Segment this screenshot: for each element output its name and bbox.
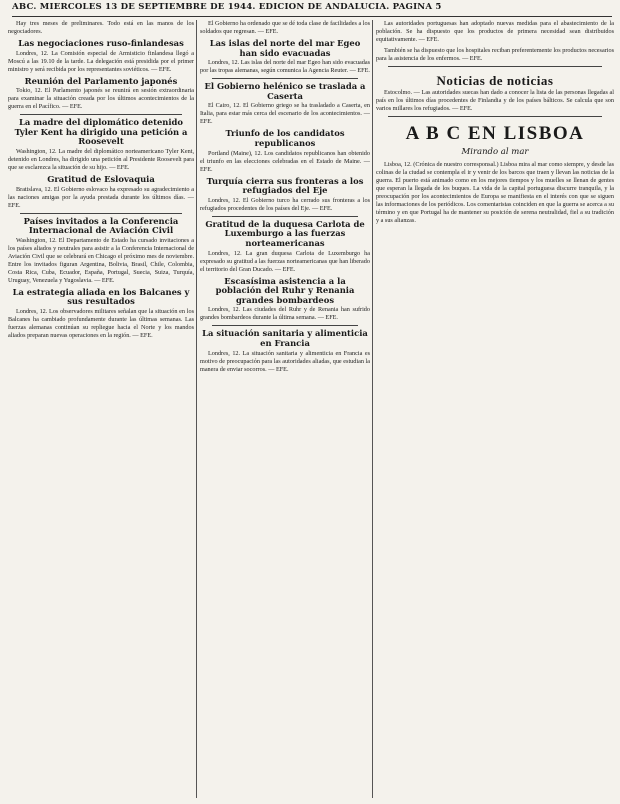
article xyxy=(200,82,370,126)
article-headline: La estrategia aliada en los Balcanes y sus resultados xyxy=(12,286,190,307)
article xyxy=(200,277,370,323)
article xyxy=(376,20,614,44)
article-body: Londres, 12. El Gobierno turco ha cerrado sus fronteras a los refugiados procedentes de los países del Eje. — EFE. xyxy=(200,196,370,212)
article-headline: Las islas del norte del mar Egeo han sido evacuadas xyxy=(209,38,361,58)
article-headline: Gratitud de la duquesa Carlota de Luxemburgo a las fuerzas norteamericanas xyxy=(205,218,365,248)
article-body: Estocolmo. — Las autoridades suecas han dado a conocer la lista de las personas llegadas al país en los últimos días procedentes de Finlandia y de los países bálticos. Se calcula que son varios millares los refugiados. — EFE. xyxy=(376,89,614,112)
divider xyxy=(20,114,182,115)
article-headline: Escasísima asistencia a la población del Ruhr y Renania grandes bombardeos xyxy=(215,275,355,305)
page-header: ABC. MIERCOLES 13 DE SEPTIEMBRE DE 1944. EDICION DE ANDALUCIA. PAGINA 5 xyxy=(12,2,612,17)
article-headline: Gratitud de Eslovaquia xyxy=(47,173,155,184)
article-body: Lisboa, 12. (Crónica de nuestro corresponsal.) Lisboa mira al mar como siempre, y desde las colinas de la ciudad se contempla el ir y venir de los barcos que traen y llevan las noticias de la guerra. El puerto está animado como en los mejores tiempos y los muelles se llenan de gentes que esperan la llegada de los buques. La vida de la capital portuguesa discurre tranquila, y la preocupación por los acontecimientos de Europa se manifiesta en el interés con que se siguen las informaciones de los periódicos. Los comentaristas coinciden en que la guerra se acerca a su término y en que Portugal ha de mantener su posición de serena neutralidad, fiel a su tradición y a sus alianzas. xyxy=(376,161,614,224)
article-body: Londres, 12. La gran duquesa Carlota de Luxemburgo ha expresado su gratitud a las fuerzas norteamericanas que han liberado el territorio del Gran Ducado. — EFE. xyxy=(200,249,370,273)
article-body: Las autoridades portuguesas han adoptado nuevas medidas para el abastecimiento de la población. Se ha dispuesto que los productos de primera necesidad sean distribuidos equitativamente. — EFE. xyxy=(376,20,614,43)
article xyxy=(200,129,370,173)
divider xyxy=(388,66,602,67)
abc-lisboa-kicker: Mirando al mar xyxy=(461,147,529,157)
article xyxy=(200,329,370,373)
article-body: Hay tres meses de preliminares. Todo está en las manos de los negociadores. xyxy=(8,20,194,35)
article-headline: Países invitados a la Conferencia Internacional de Aviación Civil xyxy=(23,215,179,236)
article-body: Tokio, 12. El Parlamento japonés se reunirá en sesión extraordinaria para examinar la situación creada por los últimos acontecimientos de la guerra en el Pacífico. — EFE. xyxy=(8,87,194,111)
divider xyxy=(212,216,358,217)
column-1 xyxy=(8,20,194,798)
article-body: Washington, 12. La madre del diplomático norteamericano Tyler Kent, detenido en Londres, ha dirigido una petición al Presidente Roosevelt para que se esclarezca la situación de su hijo. — EFE. xyxy=(8,147,194,171)
noticias-section xyxy=(376,73,614,113)
divider xyxy=(212,325,358,326)
article-body: También se ha dispuesto que los hospitales reciban preferentemente los productos necesarios para la asistencia de los enfermos. — EFE. xyxy=(376,47,614,62)
article xyxy=(8,217,194,285)
article xyxy=(8,39,194,74)
column-3 xyxy=(376,20,614,798)
article-headline: Reunión del Parlamento japonés xyxy=(24,75,178,86)
article-body: Londres, 12. La situación sanitaria y alimenticia en Francia es motivo de preocupación para las autoridades aliadas, que estudian la manera de enviar socorros. — EFE. xyxy=(200,349,370,373)
abc-lisboa-section xyxy=(376,123,614,225)
article-headline: Triunfo de los candidatos republicanos xyxy=(225,128,345,148)
divider xyxy=(212,78,358,79)
column-2 xyxy=(200,20,370,798)
article xyxy=(8,175,194,210)
article xyxy=(8,20,194,36)
article-headline: Turquía cierra sus fronteras a los refugiados del Eje xyxy=(206,175,364,196)
article-body: Londres, 12. Las islas del norte del mar Egeo han sido evacuadas por las tropas alemanas, según comunica la Agencia Reuter. — EFE. xyxy=(200,59,370,75)
article-headline: Las negociaciones ruso-finlandesas xyxy=(18,38,184,48)
noticias-title: Noticias de noticias xyxy=(436,73,554,88)
article xyxy=(8,118,194,172)
article-body: Portland (Maine), 12. Los candidatos republicanos han obtenido el triunfo en las elecciones celebradas en el Estado de Maine. — EFE. xyxy=(200,149,370,173)
column-rule xyxy=(196,20,197,798)
article xyxy=(8,288,194,340)
article-body: El Cairo, 12. El Gobierno griego se ha trasladado a Caserta, en Italia, para estar más cerca del escenario de los acontecimientos. — EFE. xyxy=(200,102,370,126)
article-headline: El Gobierno helénico se traslada a Caserta xyxy=(204,81,366,101)
divider xyxy=(20,213,182,214)
article xyxy=(8,77,194,112)
article-body: Londres, 12. Las ciudades del Ruhr y de Renania han sufrido grandes bombardeos durante la última semana. — EFE. xyxy=(200,306,370,322)
article-body: Londres, 12. La Comisión especial de Armisticio finlandesa llegó a Moscú a las 19.10 de la tarde. La delegación está presidida por el primer ministro y será recibida por los representantes soviéticos. — EFE. xyxy=(8,49,194,73)
divider xyxy=(388,116,602,117)
article-body: El Gobierno ha ordenado que se dé toda clase de facilidades a los soldados que regresan. — EFE. xyxy=(200,20,370,35)
article-headline: La situación sanitaria y alimenticia en Francia xyxy=(202,328,368,348)
article-headline: La madre del diplomático detenido Tyler Kent ha dirigido una petición a Roosevelt xyxy=(14,117,188,147)
article xyxy=(200,220,370,274)
article xyxy=(200,20,370,36)
column-rule xyxy=(372,20,373,798)
article xyxy=(200,39,370,75)
article-body: Londres, 12. Los observadores militares señalan que la situación en los Balcanes ha cambiado profundamente durante las últimas semanas. Las fuerzas alemanas continúan su repliegue hacia el Norte y los mandos aliados preparan nuevas operaciones en la región. — EFE. xyxy=(8,307,194,339)
article xyxy=(200,177,370,213)
abc-lisboa-title: A B C EN LISBOA xyxy=(405,123,585,144)
article-body: Washington, 12. El Departamento de Estado ha cursado invitaciones a los países aliados y neutrales para asistir a la Conferencia Internacional de Aviación Civil que se celebrará en Chicago el próximo mes de noviembre. Entre los invitados figuran Argentina, Bolivia, Brasil, Chile, Colombia, Costa Rica, Cuba, Ecuador, España, Portugal, Suecia, Suiza, Turquía, Uruguay, Venezuela y Yugoslavia. — EFE. xyxy=(8,236,194,284)
article-body: Bratislava, 12. El Gobierno eslovaco ha expresado su agradecimiento a las naciones amigas por la ayuda prestada durante los últimos días. — EFE. xyxy=(8,185,194,209)
article xyxy=(376,47,614,63)
